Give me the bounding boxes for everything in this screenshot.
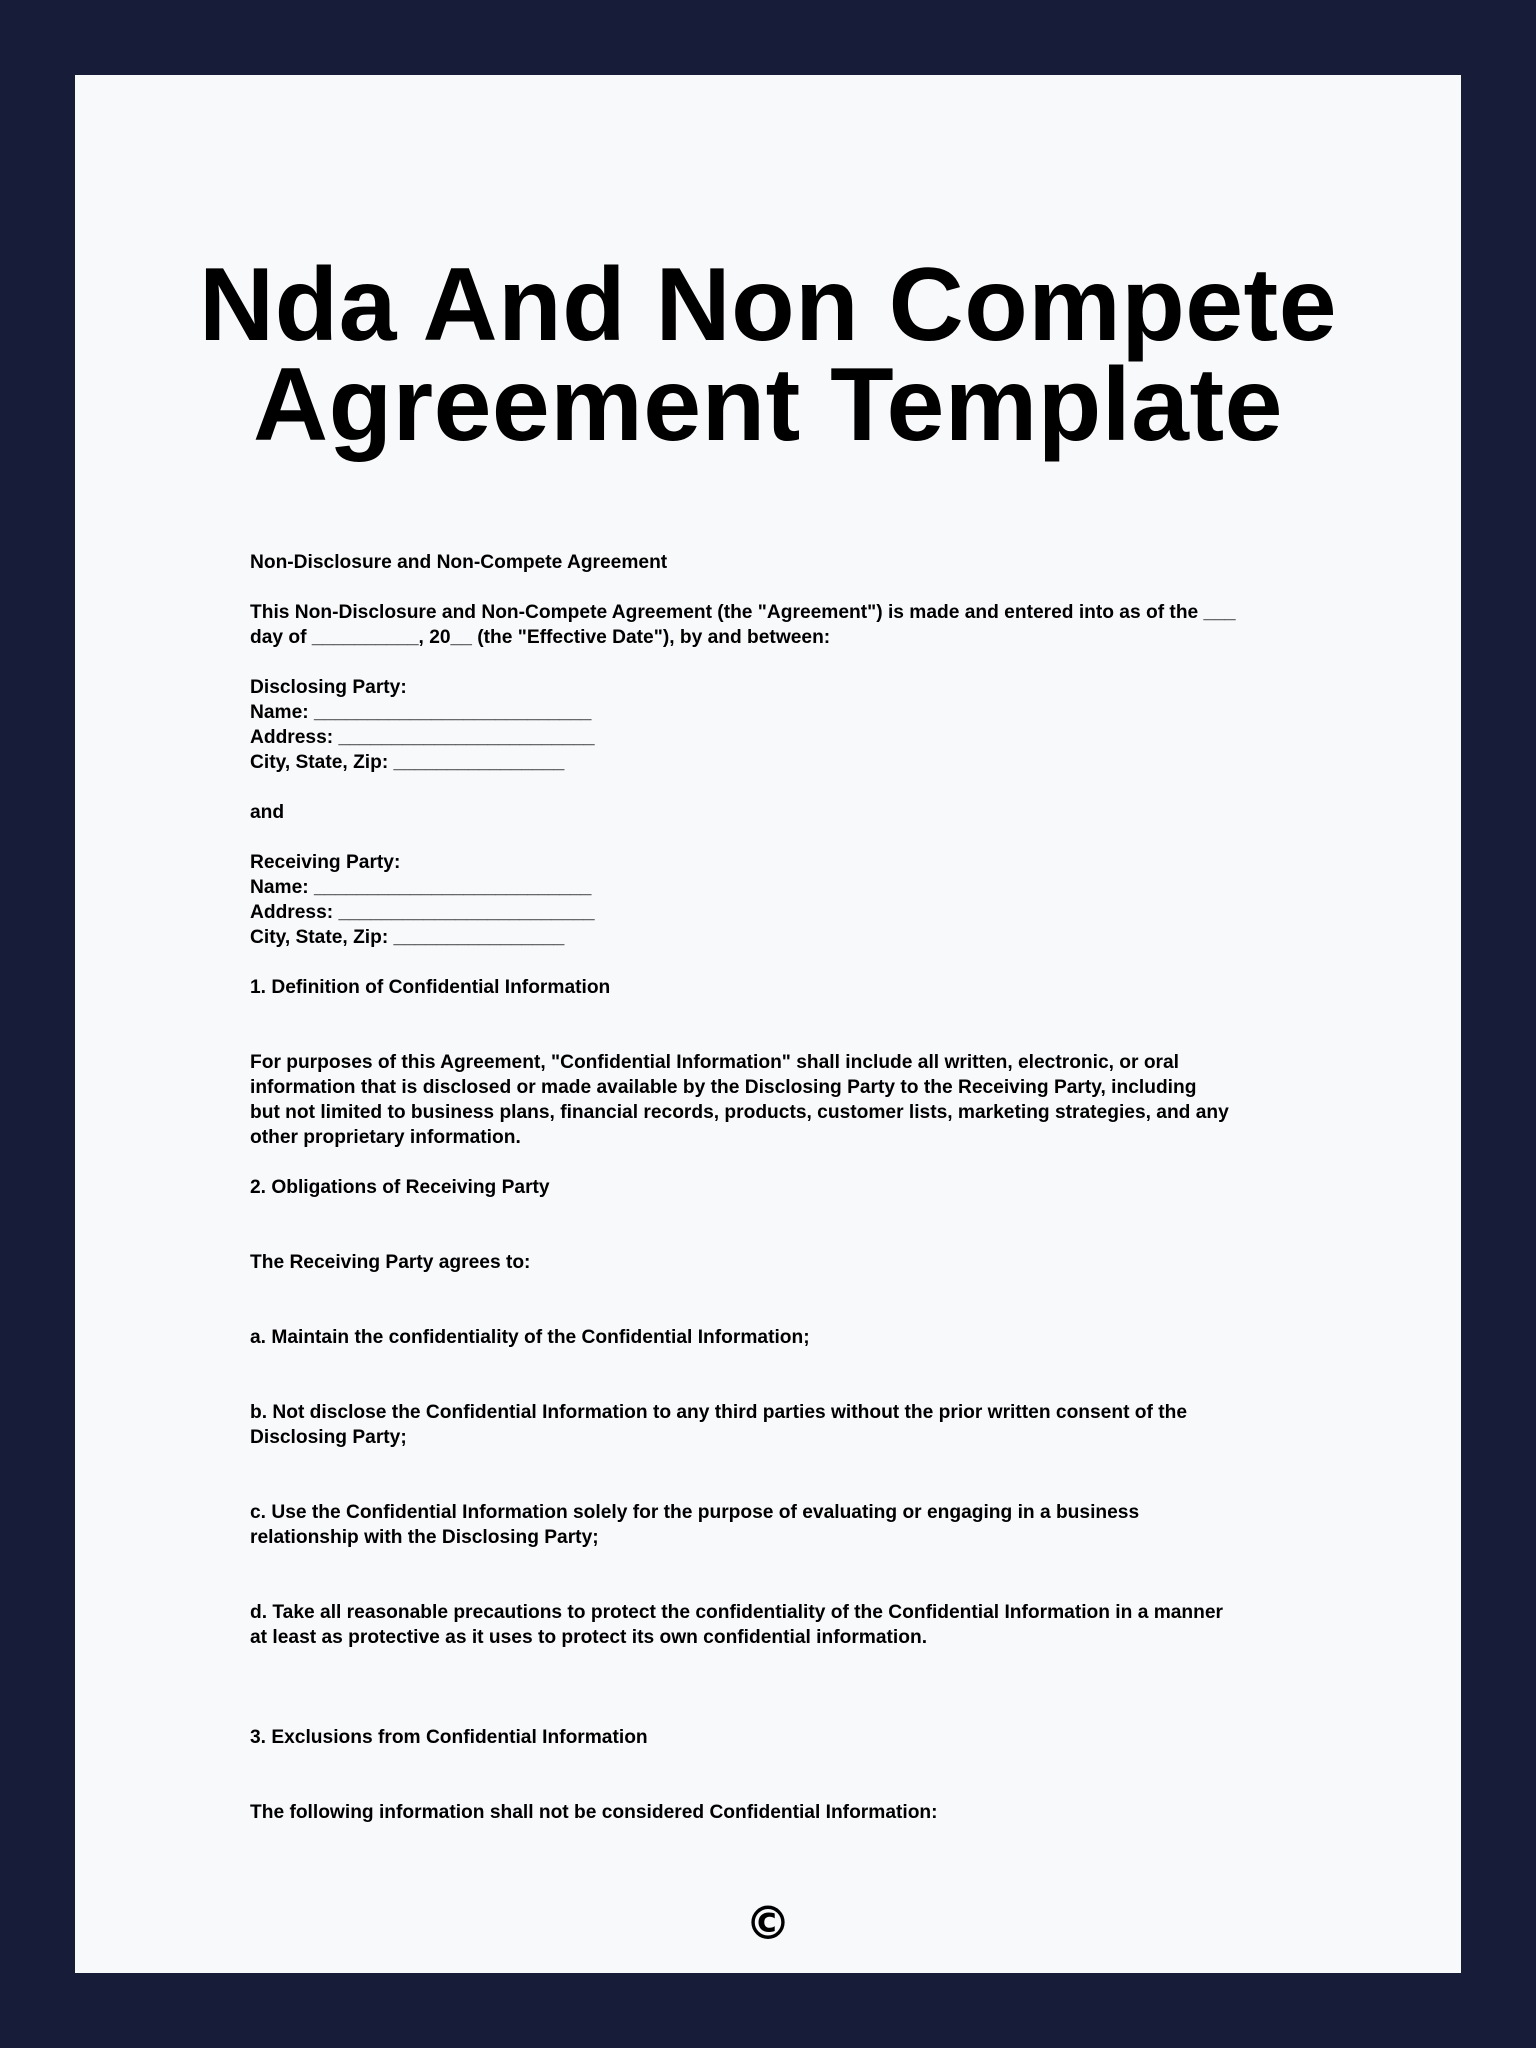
section-2-item-b-line-1: b. Not disclose the Confidential Information to any third parties without the prior written consent of the — [250, 1402, 1188, 1423]
intro-line-1: This Non-Disclosure and Non-Compete Agreement (the "Agreement") is made and entered into as of the ___ — [250, 602, 1236, 623]
section-1-line-4: other proprietary information. — [250, 1127, 521, 1148]
section-2-item-a: a. Maintain the confidentiality of the Confidential Information; — [250, 1327, 810, 1348]
receiving-party-name: Name: __________________________ — [250, 877, 592, 898]
section-3-heading: 3. Exclusions from Confidential Information — [250, 1727, 648, 1748]
document-page — [75, 75, 1461, 1973]
agreement-heading: Non-Disclosure and Non-Compete Agreement — [250, 552, 668, 573]
copyright-icon: © — [745, 1896, 791, 1950]
section-2-item-d-line-1: d. Take all reasonable precautions to protect the confidentiality of the Confidential Information in a manner — [250, 1602, 1224, 1623]
intro-line-2: day of __________, 20__ (the "Effective Date"), by and between: — [250, 627, 831, 648]
section-2-item-b-line-2: Disclosing Party; — [250, 1427, 407, 1448]
document-title — [75, 247, 1461, 463]
receiving-party-address: Address: ________________________ — [250, 902, 595, 923]
section-1-heading: 1. Definition of Confidential Information — [250, 977, 611, 998]
disclosing-party-label: Disclosing Party: — [250, 677, 407, 698]
disclosing-party-city: City, State, Zip: ________________ — [250, 752, 565, 773]
disclosing-party-address: Address: ________________________ — [250, 727, 595, 748]
title-line-1: Nda And Non Compete — [198, 247, 1338, 363]
title-line-2: Agreement Template — [252, 347, 1283, 463]
section-2-intro: The Receiving Party agrees to: — [250, 1252, 531, 1273]
disclosing-party-name: Name: __________________________ — [250, 702, 592, 723]
receiving-party-label: Receiving Party: — [250, 852, 401, 873]
section-1-line-3: but not limited to business plans, financial records, products, customer lists, marketing strategies, and any — [250, 1102, 1229, 1123]
section-1-line-1: For purposes of this Agreement, "Confidential Information" shall include all written, electronic, or oral — [250, 1052, 1180, 1073]
section-2-item-d-line-2: at least as protective as it uses to protect its own confidential information. — [250, 1627, 928, 1648]
section-2-item-c-line-1: c. Use the Confidential Information solely for the purpose of evaluating or engaging in a business — [250, 1502, 1140, 1523]
and-text: and — [250, 802, 285, 823]
section-1-line-2: information that is disclosed or made available by the Disclosing Party to the Receiving Party, including — [250, 1077, 1197, 1098]
section-2-heading: 2. Obligations of Receiving Party — [250, 1177, 550, 1198]
section-2-item-c-line-2: relationship with the Disclosing Party; — [250, 1527, 599, 1548]
section-3-intro: The following information shall not be considered Confidential Information: — [250, 1802, 938, 1823]
receiving-party-city: City, State, Zip: ________________ — [250, 927, 565, 948]
